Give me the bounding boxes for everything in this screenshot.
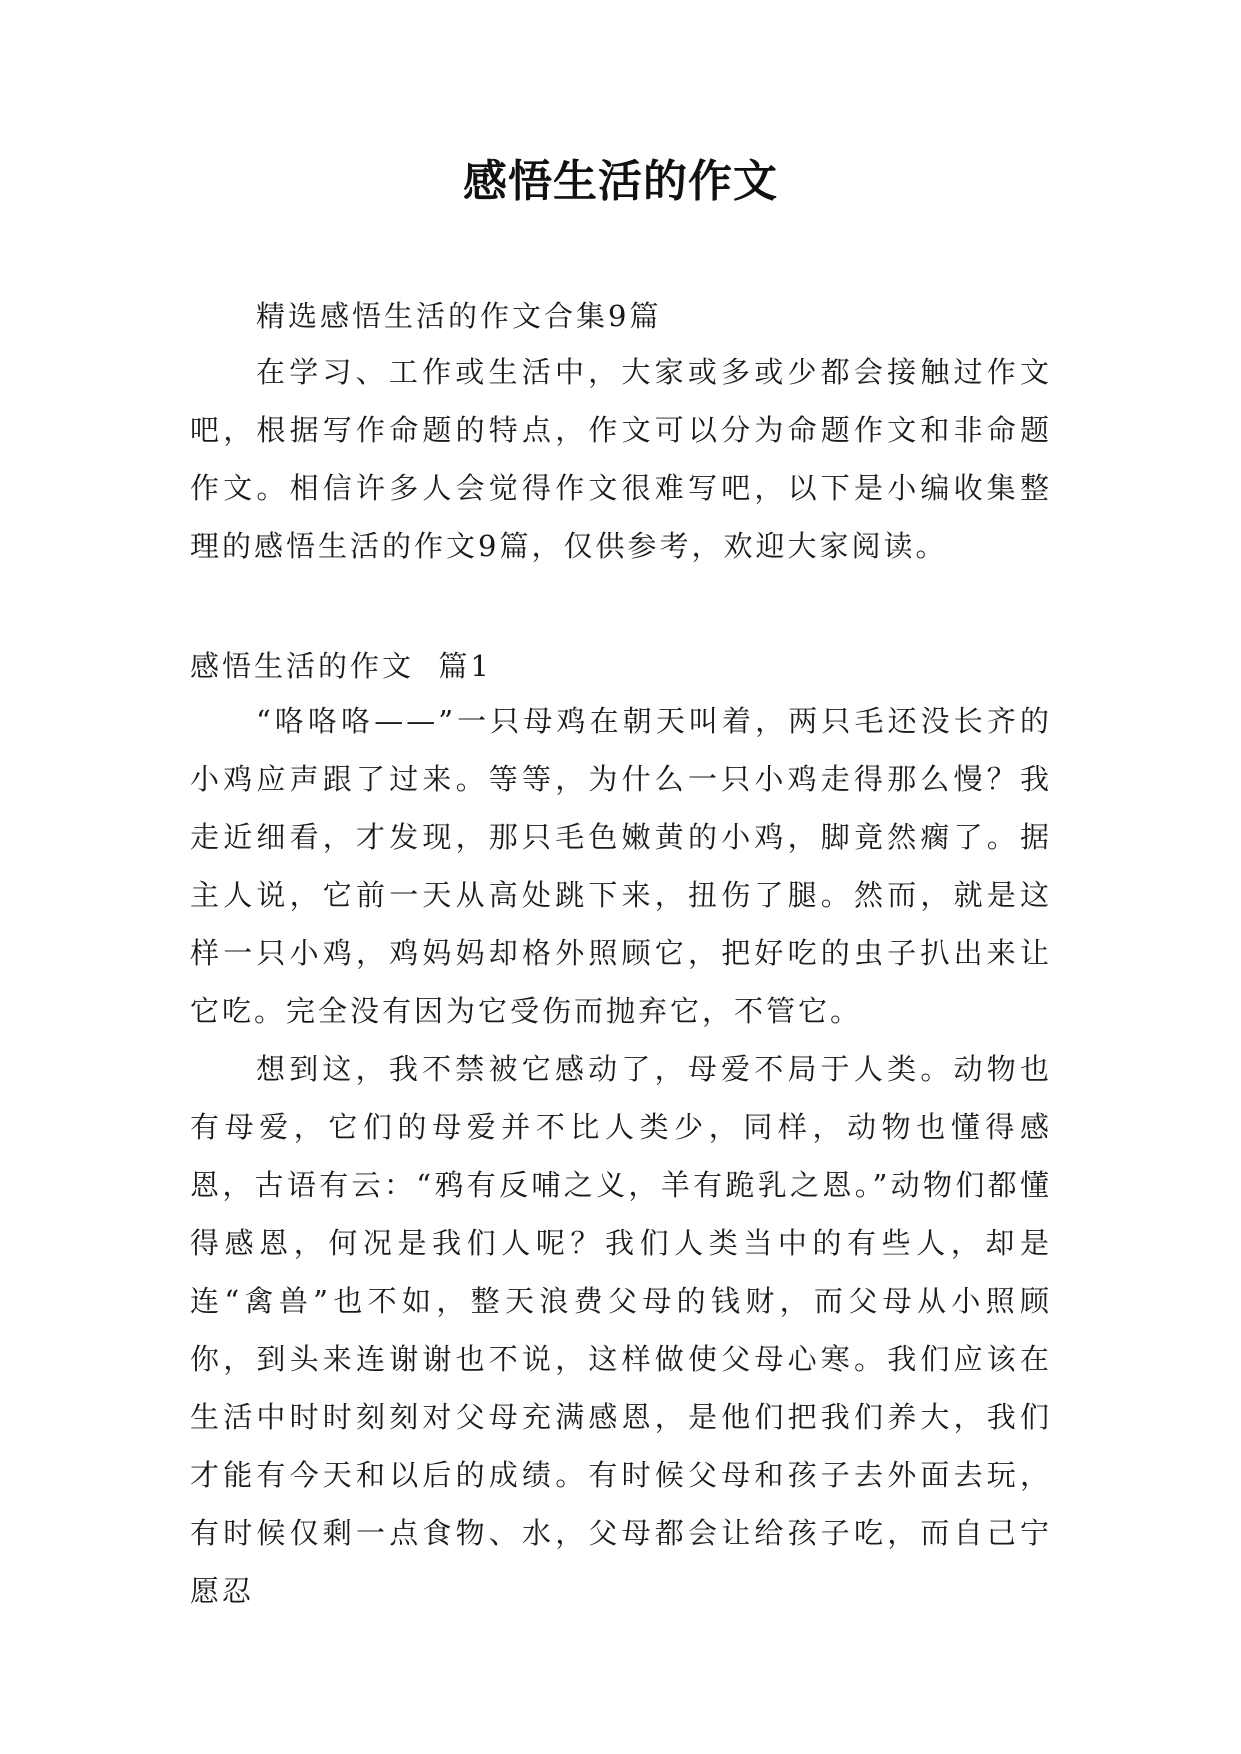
document-title: 感悟生活的作文 <box>463 156 778 207</box>
essay-paragraph: 想到这，我不禁被它感动了，母爱不局于人类。动物也有母爱，它们的母爱并不比人类少，同样，动物也懂得感恩，古语有云：“鸦有反哺之义，羊有跪乳之恩。”动物们都懂得感恩，何况是我们人呢？我们人类当中的有些人，却是连“禽兽”也不如，整天浪费父母的钱财，而父母从小照顾你，到头来连谢谢也不说，这样做使父母心寒。我们应该在生活中时时刻刻对父母充满感恩，是他们把我们养大，我们才能有今天和以后的成绩。有时候父母和孩子去外面去玩，有时候仅剩一点食物、水，父母都会让给孩子吃，而自己宁愿忍 <box>190 1052 1052 1608</box>
intro-heading: 精选感悟生活的作文合集9篇 <box>256 299 662 333</box>
intro-paragraph: 在学习、工作或生活中，大家或多或少都会接触过作文吧，根据写作命题的特点，作文可以分为命题作文和非命题作文。相信许多人会觉得作文很难写吧，以下是小编收集整理的感悟生活的作文9篇，仅供参考，欢迎大家阅读。 <box>190 355 1052 563</box>
essay-heading: 感悟生活的作文 篇1 <box>190 649 492 683</box>
essay-paragraph: “咯咯咯——”一只母鸡在朝天叫着，两只毛还没长齐的小鸡应声跟了过来。等等，为什么一只小鸡走得那么慢？我走近细看，才发现，那只毛色嫩黄的小鸡，脚竟然瘸了。据主人说，它前一天从高处跳下来，扭伤了腿。然而，就是这样一只小鸡，鸡妈妈却格外照顾它，把好吃的虫子扒出来让它吃。完全没有因为它受伤而抛弃它，不管它。 <box>190 704 1052 1028</box>
